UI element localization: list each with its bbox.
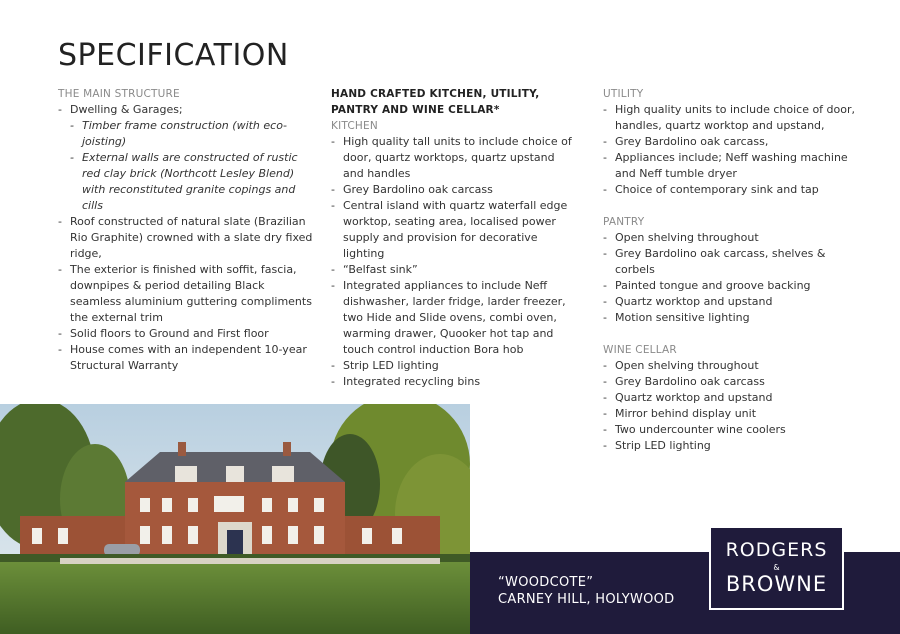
list-item: - House comes with an independent 10-year Structural Warranty (58, 342, 318, 374)
utility-list (603, 102, 863, 198)
main-structure-heading: THE MAIN STRUCTURE (58, 88, 180, 100)
list-item: - Integrated appliances to include Neff dishwasher, larder fridge, larder freezer, two Hide and Slide ovens, combi oven, warming drawer, Quooker hot tap and touch control induction Bora hob (331, 278, 576, 358)
logo-ampersand: & (773, 563, 780, 572)
list-item: - High quality units to include choice of door, handles, quartz worktop and upstand, (603, 102, 863, 134)
list-item: - Solid floors to Ground and First floor (58, 326, 318, 342)
utility-column (603, 86, 863, 454)
list-item: - Grey Bardolino oak carcass (603, 374, 863, 390)
property-address (498, 574, 674, 608)
kitchen-column (331, 86, 576, 390)
kitchen-section-heading: HAND CRAFTED KITCHEN, UTILITY, PANTRY AND WINE CELLAR* (331, 88, 540, 116)
list-item: - Strip LED lighting (603, 438, 863, 454)
wine-cellar-list (603, 358, 863, 454)
list-item: - Motion sensitive lighting (603, 310, 863, 326)
pantry-heading: PANTRY (603, 216, 645, 228)
kitchen-list (331, 134, 576, 390)
list-item: - Painted tongue and groove backing (603, 278, 863, 294)
utility-heading: UTILITY (603, 88, 644, 100)
property-name: “WOODCOTE” (498, 575, 594, 590)
list-item: - Roof constructed of natural slate (Brazilian Rio Graphite) crowned with a slate dry fixed ridge, (58, 214, 318, 262)
list-item: - “Belfast sink” (331, 262, 576, 278)
list-item: - Quartz worktop and upstand (603, 294, 863, 310)
list-item: - Central island with quartz waterfall edge worktop, seating area, localised power supply and provision for decorative lighting (331, 198, 576, 262)
kitchen-subheading: KITCHEN (331, 120, 378, 132)
rodgers-browne-logo (709, 526, 844, 610)
list-item: - External walls are constructed of rustic red clay brick (Northcott Lesley Blend) with reconstituted granite copings and cills (58, 150, 318, 214)
list-item: - Grey Bardolino oak carcass (331, 182, 576, 198)
main-structure-list (58, 102, 318, 374)
property-location: CARNEY HILL, HOLYWOOD (498, 592, 675, 607)
list-item: - Appliances include; Neff washing machine and Neff tumble dryer (603, 150, 863, 182)
house-photo (0, 404, 470, 634)
house-illustration (0, 404, 470, 634)
list-item: - Dwelling & Garages; (58, 102, 318, 118)
list-item: - Mirror behind display unit (603, 406, 863, 422)
list-item: - Quartz worktop and upstand (603, 390, 863, 406)
page-title: SPECIFICATION (58, 38, 289, 73)
list-item: - Grey Bardolino oak carcass, (603, 134, 863, 150)
logo-line2: BROWNE (725, 572, 828, 596)
list-item: - Grey Bardolino oak carcass, shelves & corbels (603, 246, 863, 278)
logo-line1: RODGERS (725, 539, 828, 561)
list-item: - The exterior is finished with soffit, fascia, downpipes & period detailing Black seamless aluminium guttering compliments the external trim (58, 262, 318, 326)
main-structure-column (58, 86, 318, 374)
list-item: - Timber frame construction (with eco-joisting) (58, 118, 318, 150)
pantry-list (603, 230, 863, 326)
list-item: - Open shelving throughout (603, 358, 863, 374)
list-item: - Integrated recycling bins (331, 374, 576, 390)
list-item: - Open shelving throughout (603, 230, 863, 246)
list-item: - Two undercounter wine coolers (603, 422, 863, 438)
list-item: - Choice of contemporary sink and tap (603, 182, 863, 198)
list-item: - Strip LED lighting (331, 358, 576, 374)
list-item: - High quality tall units to include choice of door, quartz worktops, quartz upstand and handles (331, 134, 576, 182)
wine-cellar-heading: WINE CELLAR (603, 344, 677, 356)
